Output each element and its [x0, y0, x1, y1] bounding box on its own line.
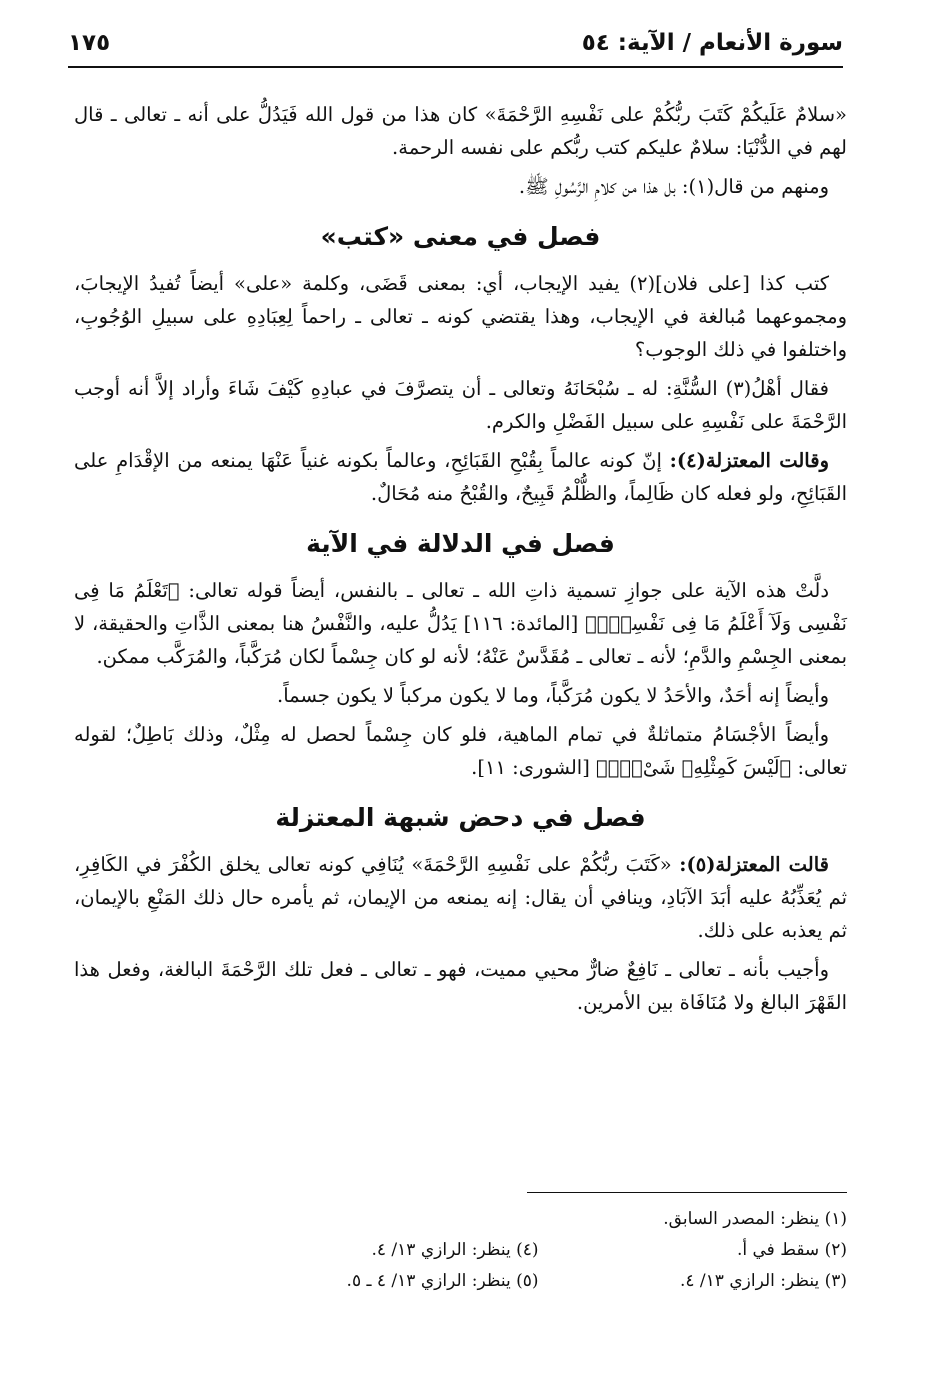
paragraph: ومنهم من قال(١): بل هذا من كلامِ الرَّسُولِ ﷺ.	[518, 175, 829, 198]
paragraph	[74, 444, 847, 510]
paragraph: وأيضاً الأجْسَامُ متماثلةٌ في تمام الماهية، فلو كان جِسْماً لحصل له مِثْلٌ، وذلك بَاطِلٌ؛ لقوله تعالى: ﴿لَيْسَ كَمِثْلِهِۦ شَىْءٌۖ﴾ [الشورى: ١١].	[74, 723, 847, 779]
paragraph: كتب كذا [على فلان](٢) يفيد الإيجاب، أي: بمعنى قَضَى، وكلمة «على» أيضاً تُفيدُ الإيجابَ، ومجموعهما مُبالغة في الإيجاب، وهذا يقتضي كونه ـ تعالى ـ راحماً لِعِبَادِهِ على سبيلِ الوُجُوبِ، واختلفوا في ذلك الوجوب؟	[74, 272, 847, 361]
footnote: (١) ينظر: المصدر السابق.	[663, 1209, 847, 1229]
paragraph: وأيضاً إنه أحَدٌ، والأحَدُ لا يكون مُرَكَّباً، وما لا يكون مركباً لا يكون جسماً.	[277, 684, 829, 707]
footnote: (٤) ينظر: الرازي ١٣/ ٤.	[371, 1240, 539, 1260]
paragraph-text: إنّ كونه عالماً بِقُبْحِ القَبَائِحِ، وعالماً بكونه غنياً عَنْهَا يمنعه من الإقْدَامِ على القَبَائِحِ، ولو فعله كان ظَالِماً، والظُّلْمُ قَبِيحٌ، والقُبْحُ منه مُحَالٌ.	[74, 449, 847, 505]
section-heading: فصل في دحض شبهة المعتزلة	[275, 803, 646, 832]
paragraph: وأجيب بأنه ـ تعالى ـ نَافِعٌ ضارٌّ محيي مميت، فهو ـ تعالى ـ فعل تلك الرَّحْمَةَ البالغة، وفعل هذا القَهْرَ البالغ ولا مُنَافَاة بين الأمرين.	[74, 958, 847, 1014]
footnote: (٢) سقط في أ.	[736, 1240, 847, 1260]
surah-title: سورة الأنعام / الآية: ٥٤	[581, 30, 843, 56]
footnote: (٣) ينظر: الرازي ١٣/ ٤.	[679, 1271, 847, 1291]
paragraph: دلَّتْ هذه الآية على جوازِ تسمية ذاتِ الله ـ تعالى ـ بالنفس، أيضاً قوله تعالى: ﴿تَعْلَمُ مَا فِى نَفْسِى وَلَآ أَعْلَمُ مَا فِى نَفْسِكَۚ﴾ [المائدة: ١١٦] يَدُلُّ عليه، والنَّفْسُ هنا بمعنى الذَّاتِ والحقيقة، لا بمعنى الجِسْمِ والدَّمِ؛ لأنه ـ تعالى ـ مُقَدَّسٌ عَنْهُ؛ لأنه لو كان جِسْماً لكان مُرَكَّباً، والمُرَكَّب ممكن.	[74, 579, 847, 668]
paragraph: فقال أهْلُ(٣) السُّنَّةِ: له ـ سُبْحَانَهُ وتعالى ـ أن يتصرَّفَ في عبادِهِ كَيْفَ شَاءَ وأراد إلاَّ أنه أوجب الرَّحْمَةَ على نَفْسِهِ على سبيل الفَضْلِ والكرم.	[74, 377, 847, 433]
footnote	[230, 1204, 539, 1235]
running-header	[68, 28, 843, 68]
footnote-rule	[527, 1192, 847, 1193]
footnote-row	[230, 1235, 847, 1266]
page-number: ١٧٥	[68, 30, 111, 56]
section-heading: فصل في معنى «كتب»	[320, 222, 601, 251]
paragraph-lead: قالت المعتزلة(٥):	[679, 853, 829, 876]
paragraph: «سلامٌ عَلَيكُمْ كَتَبَ ربُّكُمْ على نَفْسِهِ الرَّحْمَةَ» كان هذا من قول الله فَيَدُلُّ على أنه ـ تعالى ـ قال لهم في الدُّنْيَا: سلامٌ عليكم كتب ربُّكم على نفسه الرحمة.	[74, 103, 847, 159]
footnote-row	[230, 1266, 847, 1297]
footnotes	[230, 1204, 847, 1297]
paragraph-text: «كَتَبَ ربُّكُمْ على نَفْسِهِ الرَّحْمَةَ» يُنَافِي كونه تعالى يخلق الكُفْرَ في الكَافِرِ، ثم يُعَذِّبُهُ عليه أبَدَ الآبَادِ، وينافي أن يقال: إنه يمنعه من الإيمان، ثم يأمره حال ذلك المَنْعِ بالإيمان، ثم يعذبه على ذلك.	[74, 853, 847, 942]
paragraph-lead: وقالت المعتزلة(٤):	[669, 449, 829, 472]
main-text	[74, 98, 847, 1025]
section-heading: فصل في الدلالة في الآية	[306, 529, 615, 558]
footnote: (٥) ينظر: الرازي ١٣/ ٤ ـ ٥.	[346, 1271, 539, 1291]
header-rule	[68, 66, 843, 68]
paragraph	[74, 848, 847, 947]
footnote-row	[230, 1204, 847, 1235]
